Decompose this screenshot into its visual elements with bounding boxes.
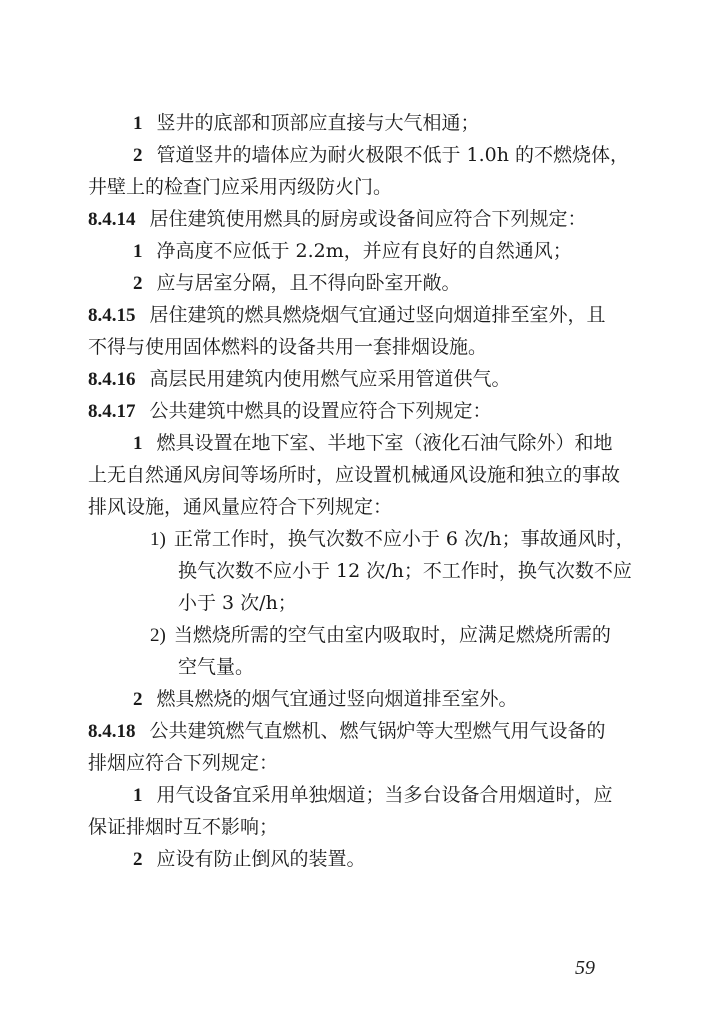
clause-paragraph xyxy=(88,302,606,328)
item-number: 1 xyxy=(133,241,143,262)
clause-paragraph xyxy=(88,366,511,392)
clause-number: 8.4.15 xyxy=(88,305,136,326)
clause-paragraph xyxy=(88,206,587,232)
clause-number: 8.4.17 xyxy=(88,401,136,422)
line-text: 小于 3 次/h； xyxy=(178,592,297,614)
line-text: 空气量。 xyxy=(178,656,255,678)
continuation-line xyxy=(178,558,632,584)
clause-paragraph xyxy=(88,718,606,744)
sub-item-number: 2) xyxy=(150,625,166,646)
list-item xyxy=(133,142,629,168)
line-text: 排风设施，通风量应符合下列规定： xyxy=(88,496,393,518)
page-number: 59 xyxy=(575,957,595,979)
sub-item-number: 1) xyxy=(150,529,166,550)
line-text: 应与居室分隔，且不得向卧室开敞。 xyxy=(156,272,461,294)
line-text: 净高度不应低于 2.2m，并应有良好的自然通风； xyxy=(156,240,572,262)
line-text: 保证排烟时互不影响； xyxy=(88,816,279,838)
item-number: 2 xyxy=(133,849,143,870)
clause-number: 8.4.18 xyxy=(88,721,136,742)
line-text: 排烟应符合下列规定： xyxy=(88,752,279,774)
line-text: 用气设备宜采用单独烟道；当多台设备合用烟道时，应 xyxy=(156,784,613,806)
clause-number: 8.4.14 xyxy=(88,209,136,230)
line-text: 井壁上的检查门应采用丙级防火门。 xyxy=(88,176,393,198)
line-text: 上无自然通风房间等场所时，应设置机械通风设施和独立的事故 xyxy=(88,464,621,486)
line-text: 高层民用建筑内使用燃气应采用管道供气。 xyxy=(149,368,511,390)
continuation-line xyxy=(88,494,392,520)
continuation-line xyxy=(88,174,392,200)
list-item xyxy=(133,782,613,808)
list-item xyxy=(133,110,480,136)
item-number: 2 xyxy=(133,273,143,294)
item-number: 2 xyxy=(133,689,143,710)
clause-paragraph xyxy=(88,398,492,424)
continuation-line xyxy=(88,814,278,840)
line-text: 居住建筑的燃具燃烧烟气宜通过竖向烟道排至室外，且 xyxy=(149,304,606,326)
line-text: 竖井的底部和顶部应直接与大气相通； xyxy=(156,112,480,134)
line-text: 燃具设置在地下室、半地下室（液化石油气除外）和地 xyxy=(156,432,613,454)
continuation-line xyxy=(88,334,487,360)
continuation-line xyxy=(88,462,620,488)
list-item xyxy=(133,270,461,296)
line-text: 管道竖井的墙体应为耐火极限不低于 1.0h 的不燃烧体， xyxy=(156,144,630,166)
list-item xyxy=(133,238,572,264)
line-text: 燃具燃烧的烟气宜通过竖向烟道排至室外。 xyxy=(156,688,518,710)
list-item xyxy=(133,846,366,872)
line-text: 应设有防止倒风的装置。 xyxy=(156,848,366,870)
line-text: 当燃烧所需的空气由室内吸取时，应满足燃烧所需的 xyxy=(173,624,611,646)
item-number: 1 xyxy=(133,433,143,454)
line-text: 换气次数不应小于 12 次/h；不工作时，换气次数不应 xyxy=(178,560,632,582)
clause-number: 8.4.16 xyxy=(88,369,136,390)
continuation-line xyxy=(178,590,297,616)
continuation-line xyxy=(178,654,254,680)
item-number: 2 xyxy=(133,145,143,166)
line-text: 公共建筑中燃具的设置应符合下列规定： xyxy=(149,400,492,422)
line-text: 正常工作时，换气次数不应小于 6 次/h；事故通风时， xyxy=(173,528,635,550)
item-number: 1 xyxy=(133,113,143,134)
line-text: 公共建筑燃气直燃机、燃气锅炉等大型燃气用气设备的 xyxy=(149,720,606,742)
line-text: 居住建筑使用燃具的厨房或设备间应符合下列规定： xyxy=(149,208,587,230)
sub-item xyxy=(150,526,635,552)
item-number: 1 xyxy=(133,785,143,806)
list-item xyxy=(133,686,518,712)
list-item xyxy=(133,430,613,456)
continuation-line xyxy=(88,750,278,776)
line-text: 不得与使用固体燃料的设备共用一套排烟设施。 xyxy=(88,336,488,358)
sub-item xyxy=(150,622,611,648)
